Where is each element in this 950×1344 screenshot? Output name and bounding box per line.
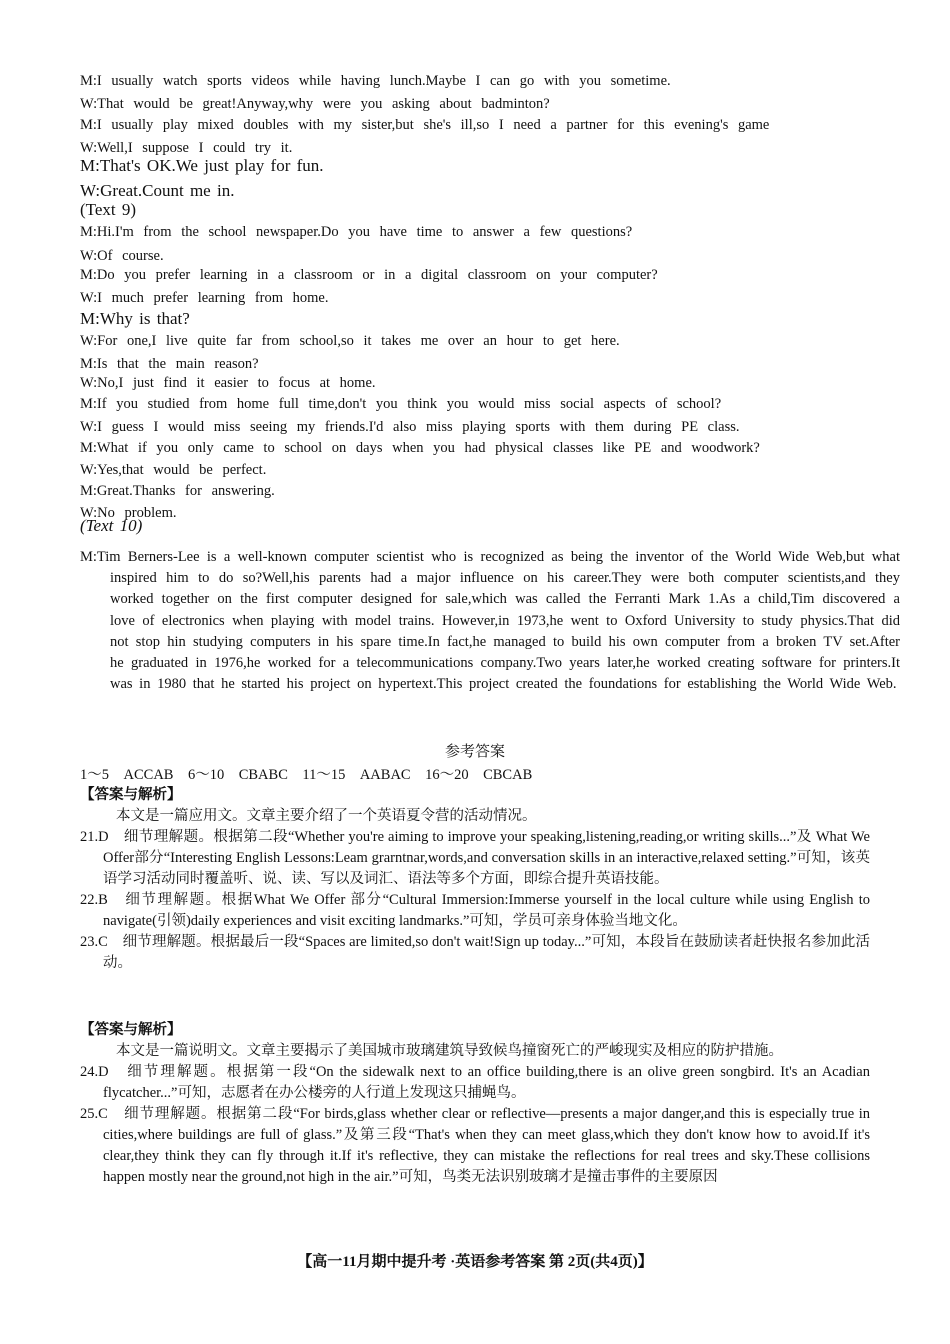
dialogue-line: M:Great.Thanks for answering. <box>80 483 275 499</box>
explanation-section-1 <box>80 785 870 974</box>
dialogue-line: W:Of course. <box>80 248 164 264</box>
explanation-item: 24.D 细节理解题。根据第一段“On the sidewalk next to an office building,there is an olive green songbird. It's an Acadian flycatcher...”可知，志愿者在办公楼旁的人行道上发现这只捕蝇鸟。 <box>80 1064 870 1101</box>
dialogue-line: M:Do you prefer learning in a classroom or in a digital classroom on your computer? <box>80 267 658 283</box>
answer-title: 参考答案 <box>444 744 505 760</box>
explanation-section-2 <box>80 1020 870 1188</box>
dialogue-line: W:I much prefer learning from home. <box>80 290 329 306</box>
section-label-text10: (Text 10) <box>80 516 143 535</box>
section-intro: 本文是一篇应用文。文章主要介绍了一个英语夏令营的活动情况。 <box>116 808 537 824</box>
dialogue-line: M:Why is that? <box>80 309 190 328</box>
dialogue-line: W:Well,I suppose I could try it. <box>80 140 293 156</box>
dialogue-line: M:If you studied from home full time,don't you think you would miss social aspects of school? <box>80 396 722 412</box>
dialogue-line: W:I guess I would miss seeing my friends.I'd also miss playing sports with them during PE class. <box>80 419 740 435</box>
explanation-item: 25.C 细节理解题。根据第二段“For birds,glass whether clear or reflective—presents a major danger,and this is especially true in cities,where buildings are full of glass.”及第三段“That's when they can meet glass,which they don't know how to avoid.If it's clear,they think they can fly through it.If it's reflective, they can mistake the reflections for real trees and sky.These collisions happen mostly near the ground,not high in the air.”可知，鸟类无法识别玻璃才是撞击事件的主要原因 <box>80 1106 870 1185</box>
dialogue-line: M:Is that the main reason? <box>80 356 259 372</box>
dialogue-line: W:No problem. <box>80 505 177 521</box>
dialogue-line: W:Yes,that would be perfect. <box>80 462 267 478</box>
text10-paragraph: M:Tim Berners-Lee is a well-known computer scientist who is recognized as being the inventor of the World Wide Web,but what inspired him to do so?Well,his parents had a major influence on his career.They were both computer scientists,and they worked together on the first computer designed for sale,which was called the Ferranti Mark 1.As a child,Tim discovered a love of electronics when playing with model trains. However,in 1973,he went to Oxford University to study physics.That did not stop hin studying computers in his spare time.In fact,he managed to build his own computer from a broken TV set.After he graduated in 1976,he worked for a telecommunications company.Two years later,he worked creating software for printers.It was in 1980 that he started his project on hypertext.This project created the foundations for establishing the World Wide Web. <box>80 549 900 693</box>
dialogue-line: W:Great.Count me in. <box>80 181 235 200</box>
dialogue-line: M:I usually watch sports videos while having lunch.Maybe I can go with you sometime. <box>80 73 671 89</box>
dialogue-line: M:That's OK.We just play for fun. <box>80 156 324 175</box>
dialogue-line: W:For one,I live quite far from school,so it takes me over an hour to get here. <box>80 333 620 349</box>
explanation-item: 23.C 细节理解题。根据最后一段“Spaces are limited,so don't wait!Sign up today...”可知，本段旨在鼓励读者赶快报名参加此活动。 <box>80 934 870 971</box>
dialogue-line: M:What if you only came to school on days when you had physical classes like PE and woodwork? <box>80 440 760 456</box>
section-label-text9: (Text 9) <box>80 200 137 219</box>
dialogue-line: W:That would be great!Anyway,why were you asking about badminton? <box>80 96 550 112</box>
page-footer: 【高一11月期中提升考 ·英语参考答案 第 2页(共4页)】 <box>297 1254 653 1270</box>
dialogue-line: M:I usually play mixed doubles with my sister,but she's ill,so I need a partner for this evening's game <box>80 117 770 133</box>
section-heading: 【答案与解析】 <box>80 787 182 803</box>
explanation-item: 22.B 细节理解题。根据What We Offer 部分“Cultural Immersion:Immerse yourself in the local culture while using English to navigate(引领)daily experiences and visit exciting landmarks.”可知，学员可亲身体验当地文化。 <box>80 892 870 929</box>
answer-key: 1～5 ACCAB 6～10 CBABC 11～15 AABAC 16～20 CBCAB <box>80 767 533 783</box>
explanation-item: 21.D 细节理解题。根据第二段“Whether you're aiming to improve your speaking,listening,reading,or writing skills...”及 What We Offer部分“Interesting English Lessons:Leam grarntnar,words,and conversation skills in an interactive,relaxed setting.”可知，该英语学习活动同时覆盖听、说、读、写以及词汇、语法等多个方面，即综合提升英语技能。 <box>80 829 870 887</box>
section-heading: 【答案与解析】 <box>80 1022 182 1038</box>
dialogue-line: M:Hi.I'm from the school newspaper.Do you have time to answer a few questions? <box>80 224 633 240</box>
section-intro: 本文是一篇说明文。文章主要揭示了美国城市玻璃建筑导致候鸟撞窗死亡的严峻现实及相应的防护措施。 <box>116 1043 783 1059</box>
dialogue-line: W:No,I just find it easier to focus at home. <box>80 375 376 391</box>
